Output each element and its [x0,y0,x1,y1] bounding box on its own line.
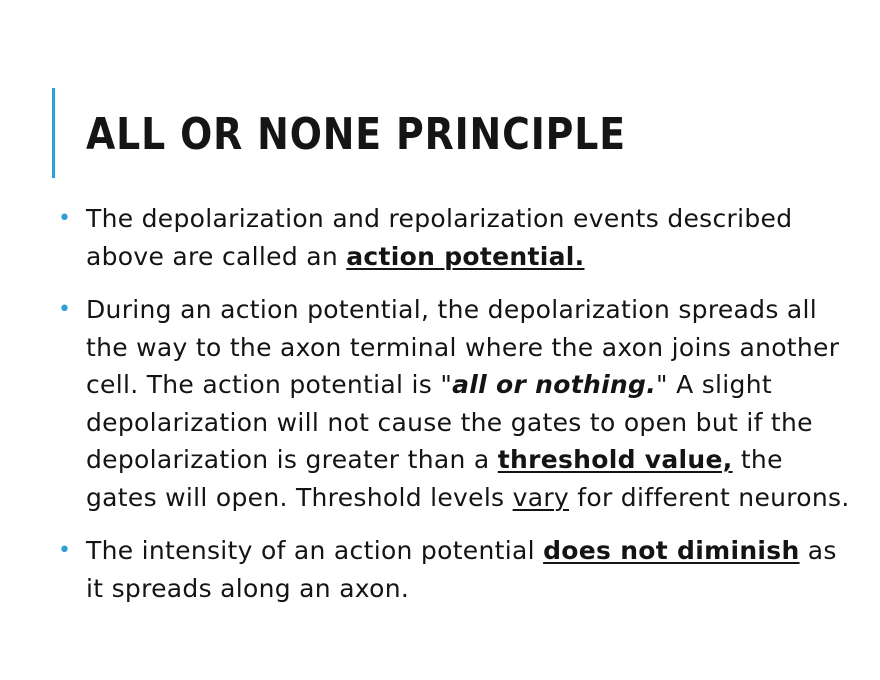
bullet-text [86,291,858,516]
emphasis-threshold-value: threshold value, [497,445,733,474]
emphasis-all-or-nothing: all or nothing. [452,370,657,399]
emphasis-action-potential: action potential. [346,241,585,271]
bullet-text [86,200,858,275]
bullet-text-segment: The intensity of an action potential [86,536,544,565]
emphasis-does-not-diminish: does not diminish [543,536,800,565]
emphasis-vary: vary [512,482,570,512]
bullet-text-segment: for different neurons. [569,482,850,512]
bullet-text [86,532,858,607]
bullet-text-segment: The depolarization and repolarization events described above are called an [86,204,793,271]
bullet-item-1 [58,200,858,275]
bullet-text-segment: During an action potential, the depolarization spreads all the way to the axon terminal where the axon joins another cell. The action potential is " [86,295,840,399]
bullet-dot-icon: • [58,206,71,231]
bullet-item-3 [58,532,858,607]
title-accent-bar [52,88,55,178]
bullet-text-segment: as it spreads along an axon. [86,536,837,603]
slide-title: ALL OR NONE PRINCIPLE [86,109,626,160]
bullet-dot-icon: • [58,538,71,563]
bullet-text-segment: the gates will open. Threshold levels [86,445,783,512]
bullet-item-2 [58,291,858,516]
bullet-dot-icon: • [58,297,71,322]
bullet-text-segment: " A slight depolarization will not cause the gates to open but if the depolarization is greater than a [86,370,813,474]
bullet-list [58,200,858,623]
